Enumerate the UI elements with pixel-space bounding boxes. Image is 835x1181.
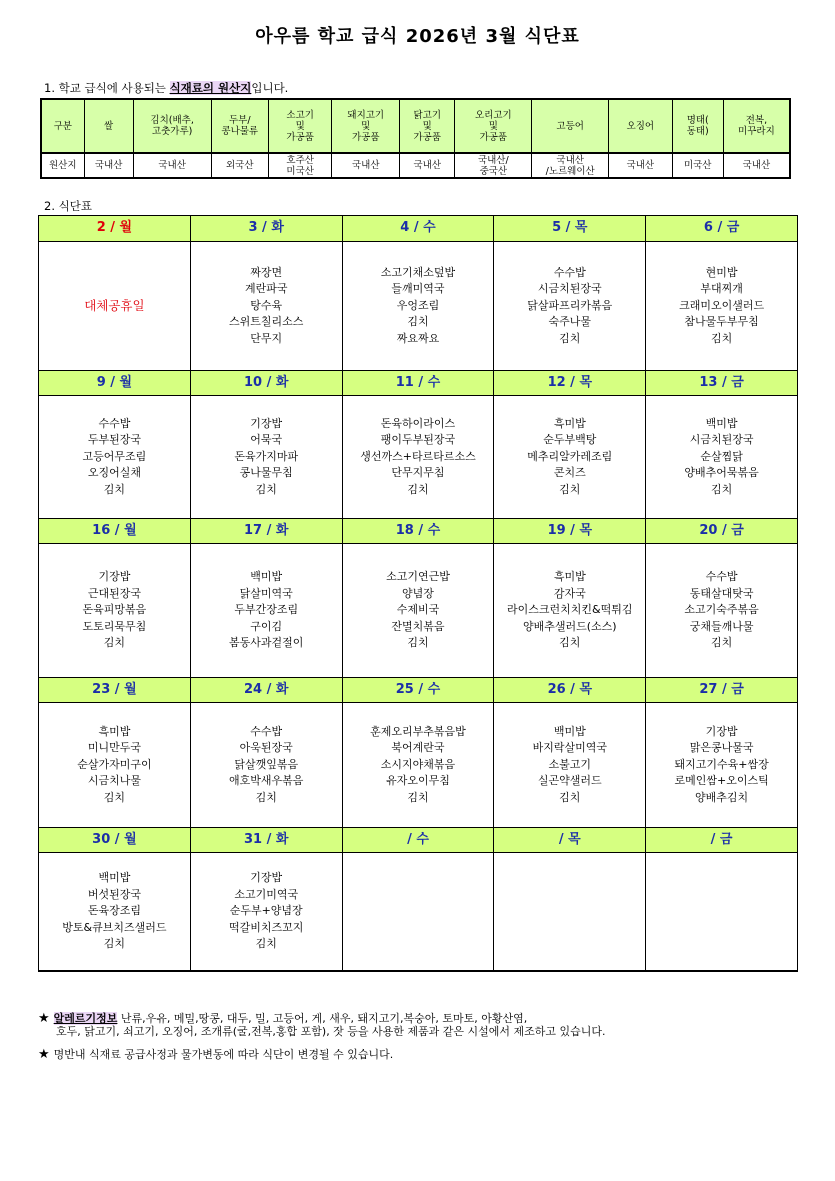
- menu-item: 백미밥: [98, 871, 131, 885]
- menu-item: 근대된장국: [87, 586, 141, 600]
- menu-item: 김치: [710, 331, 733, 345]
- day-menu-cell: [191, 703, 343, 827]
- origin-value-cell: 국내산/ 중국산: [455, 153, 532, 178]
- page-title: 아우름 학교 급식 2026년 3월 식단표: [255, 26, 580, 47]
- day-menu-cell: [494, 242, 646, 370]
- menu-item: 김치: [103, 937, 126, 951]
- menu-item: 시금치된장국: [689, 433, 754, 447]
- menu-item: 스위트칠리소스: [229, 315, 304, 329]
- menu-item: 김치: [559, 331, 581, 345]
- day-menu-cell: [191, 242, 343, 370]
- change-note: [38, 1048, 393, 1061]
- menu-item: 닭살미역국: [239, 586, 293, 600]
- menu-item: 김치: [559, 636, 581, 650]
- menu-item: 김치: [103, 482, 126, 496]
- menu-item: 기장밥: [98, 570, 131, 584]
- menu-item: 우엉조림: [396, 298, 440, 312]
- menu-item: 구이김: [250, 619, 283, 633]
- menu-item: 북어계란국: [391, 741, 445, 755]
- day-header: 13 / 금: [699, 375, 744, 390]
- menu-item: 수수밥: [98, 416, 131, 430]
- menu-item: 순두부+양념장: [229, 904, 303, 918]
- week-header-row: [39, 216, 797, 242]
- menu-item: 짜장면: [250, 265, 283, 279]
- menu-item: 콩나물무침: [239, 466, 293, 480]
- day-header: 6 / 금: [703, 220, 740, 235]
- origin-section-prefix: 1. 학교 급식에 사용되는: [44, 81, 170, 95]
- menu-item: 짜요짜요: [396, 331, 440, 345]
- day-header: 27 / 금: [699, 682, 744, 697]
- day-header: / 수: [343, 828, 495, 852]
- day-menu-cell: [39, 853, 191, 970]
- menu-item: 어묵국: [250, 433, 283, 447]
- origin-header-cell: 쌀: [84, 99, 133, 153]
- menu-item: 두부간장조림: [234, 603, 299, 617]
- menu-item: 김치: [559, 790, 581, 804]
- menu-item: 김치: [103, 790, 126, 804]
- menu-item: 백미밥: [250, 570, 283, 584]
- menu-item: 오징어실채: [87, 466, 141, 480]
- origin-value-cell: 국내산: [609, 153, 673, 178]
- menu-item: 돈육피망볶음: [82, 603, 147, 617]
- day-header: / 금: [710, 832, 733, 847]
- allergy-label: 알레르기정보: [53, 1012, 118, 1025]
- day-menu-cell: [494, 853, 646, 970]
- menu-item: 들깨미역국: [391, 282, 445, 296]
- day-menu-cell: [494, 703, 646, 827]
- week-header-row: [39, 677, 797, 703]
- week-menu-row: [39, 242, 797, 370]
- menu-item: 로메인쌈+오이스틱: [674, 774, 769, 788]
- menu-item: 김치: [559, 482, 581, 496]
- day-header: 24 / 화: [191, 678, 343, 702]
- day-menu-cell: [646, 703, 797, 827]
- menu-item: 고등어무조림: [82, 449, 147, 463]
- day-header: 11 / 수: [343, 371, 495, 395]
- menu-item: 봄동사과겉절이: [229, 636, 304, 650]
- menu-item: 시금치된장국: [537, 282, 602, 296]
- day-menu-cell: [343, 544, 495, 677]
- origin-header-cell: 두부/ 콩나물류: [211, 99, 268, 153]
- week-header-row: [39, 518, 797, 544]
- menu-item: 애호박새우볶음: [229, 774, 304, 788]
- menu-item: 수수밥: [250, 724, 283, 738]
- menu-item: 김치: [255, 790, 277, 804]
- menu-item: 계란파국: [244, 282, 288, 296]
- menu-item: 흑미밥: [98, 724, 131, 738]
- origin-header-cell: 오리고기 및 가공품: [455, 99, 532, 153]
- menu-item: 순살찜닭: [700, 449, 743, 463]
- menu-item: 라이스크런치치킨&떡튀김: [507, 603, 633, 617]
- menu-item: 시금치나물: [87, 774, 141, 788]
- menu-item: 바지락살미역국: [532, 741, 607, 755]
- week-header-row: [39, 827, 797, 853]
- day-header: 12 / 목: [494, 371, 646, 395]
- day-menu-cell: [39, 396, 191, 518]
- day-header: 20 / 금: [699, 523, 744, 538]
- menu-item: 돼지고기수육+쌈장: [674, 757, 769, 771]
- origin-value-cell: 국내산: [723, 153, 790, 178]
- menu-item: 콘치즈: [553, 466, 586, 480]
- day-menu-cell: [343, 853, 495, 970]
- menu-item: 아욱된장국: [239, 741, 293, 755]
- menu-item: 잔멸치볶음: [391, 619, 445, 633]
- menu-item: 수제비국: [396, 603, 440, 617]
- menu-item: 기장밥: [250, 871, 283, 885]
- holiday-label: 대체공휴일: [84, 297, 145, 313]
- menu-item: 기장밥: [250, 416, 283, 430]
- menu-calendar: [38, 215, 798, 972]
- menu-item: 팽이두부된장국: [380, 433, 456, 447]
- allergy-list: 난류,우유, 메밀,땅콩, 대두, 밀, 고등어, 게, 새우, 돼지고기,복숭아, 토마토, 아황산염,: [117, 1012, 528, 1025]
- menu-item: 도토리묵무침: [82, 619, 147, 633]
- menu-item: 양배추김치: [695, 790, 749, 804]
- origin-value-cell: 외국산: [211, 153, 268, 178]
- menu-item: 현미밥: [705, 265, 738, 279]
- change-notice-text: 명반내 식재료 공급사정과 물가변동에 따라 식단이 변경될 수 있습니다.: [53, 1048, 394, 1061]
- menu-item: 김치: [407, 636, 429, 650]
- week-menu-row: [39, 703, 797, 827]
- day-header: 4 / 수: [343, 216, 495, 241]
- day-menu-cell: [191, 396, 343, 518]
- day-menu-cell: [191, 544, 343, 677]
- origin-header-cell: 닭고기 및 가공품: [400, 99, 455, 153]
- menu-item: 소고기채소덮밥: [380, 265, 456, 279]
- day-menu-cell: [494, 396, 646, 518]
- origin-header-cell: 오징어: [609, 99, 673, 153]
- menu-item: 훈제오리부추볶음밥: [370, 724, 466, 738]
- menu-item: 방토&큐브치즈샐러드: [62, 920, 167, 934]
- menu-item: 김치: [407, 315, 429, 329]
- day-menu-cell: [343, 396, 495, 518]
- menu-item: 백미밥: [705, 416, 738, 430]
- menu-item: 닭살파프리카볶음: [527, 298, 613, 312]
- menu-item: 흑미밥: [553, 570, 586, 584]
- menu-item: 숙주나물: [548, 315, 592, 329]
- origin-value-cell: 원산지: [41, 153, 84, 178]
- day-header: 2 / 월: [39, 216, 191, 241]
- day-menu-cell: [191, 853, 343, 970]
- menu-item: 흑미밥: [553, 416, 586, 430]
- menu-item: 소고기숙주볶음: [684, 603, 759, 617]
- day-header: 31 / 화: [191, 828, 343, 852]
- day-menu-cell: [39, 544, 191, 677]
- day-menu-cell: [343, 242, 495, 370]
- allergy-note: [38, 1012, 606, 1038]
- menu-item: 기장밥: [705, 724, 738, 738]
- menu-item: 미니만두국: [87, 741, 141, 755]
- day-header: 23 / 월: [39, 678, 191, 702]
- menu-item: 부대찌개: [700, 282, 743, 296]
- menu-item: 양배추샐러드(소스): [522, 619, 617, 633]
- origin-value-cell: 국내산 /노르웨이산: [532, 153, 609, 178]
- star-icon: ★: [38, 1011, 50, 1026]
- day-header: 9 / 월: [39, 371, 191, 395]
- menu-item: 소시지야채볶음: [380, 757, 456, 771]
- menu-item: 떡갈비치즈꼬지: [229, 920, 304, 934]
- week-header-row: [39, 370, 797, 396]
- origin-section-suffix: 입니다.: [251, 81, 289, 95]
- menu-item: 소고기연근밥: [386, 570, 450, 584]
- day-menu-cell: [646, 242, 797, 370]
- menu-item: 탕수육: [250, 298, 283, 312]
- menu-item: 단무지무침: [391, 466, 445, 480]
- origin-value-cell: 미국산: [672, 153, 723, 178]
- menu-item: 소불고기: [548, 757, 592, 771]
- menu-item: 김치: [255, 482, 277, 496]
- origin-header-cell: 김치(배추, 고춧가루): [133, 99, 211, 153]
- origin-value-cell: 국내산: [133, 153, 211, 178]
- origin-header-cell: 돼지고기 및 가공품: [332, 99, 400, 153]
- menu-section-label: 2. 식단표: [44, 199, 92, 213]
- day-header: 3 / 화: [191, 216, 343, 241]
- origin-value-row: [41, 153, 790, 178]
- origin-value-cell: 국내산: [332, 153, 400, 178]
- day-header: 18 / 수: [343, 519, 495, 543]
- origin-value-cell: 호주산 미국산: [268, 153, 332, 178]
- allergy-list-continued: 호두, 닭고기, 쇠고기, 오징어, 조개류(굴,전복,홍합 포함), 잣 등을 사용한 제품과 같은 시설에서 제조하고 있습니다.: [56, 1025, 606, 1038]
- star-icon: ★: [38, 1047, 50, 1062]
- week-menu-row: [39, 396, 797, 518]
- origin-header-cell: 구분: [41, 99, 84, 153]
- menu-item: 단무지: [250, 331, 283, 345]
- menu-item: 김치: [710, 482, 733, 496]
- origin-header-cell: 고등어: [532, 99, 609, 153]
- menu-item: 두부된장국: [87, 433, 141, 447]
- menu-item: 김치: [710, 636, 733, 650]
- menu-item: 김치: [407, 790, 429, 804]
- menu-item: 궁채들깨나물: [689, 619, 754, 633]
- menu-item: 김치: [255, 937, 277, 951]
- menu-item: 돈육장조림: [87, 904, 141, 918]
- menu-item: 돈육가지마파: [234, 449, 299, 463]
- day-header: 5 / 목: [494, 216, 646, 241]
- menu-item: 소고기미역국: [234, 887, 299, 901]
- menu-item: 감자국: [553, 586, 586, 600]
- day-header: 25 / 수: [343, 678, 495, 702]
- menu-item: 유자오이무침: [386, 774, 450, 788]
- day-header: 17 / 화: [191, 519, 343, 543]
- week-menu-row: [39, 853, 797, 970]
- origin-section-label: [44, 80, 288, 96]
- menu-item: 양념장: [402, 586, 434, 600]
- menu-item: 수수밥: [553, 265, 586, 279]
- menu-item: 실곤약샐러드: [537, 774, 602, 788]
- menu-item: 순두부백탕: [543, 433, 597, 447]
- day-menu-cell: [39, 703, 191, 827]
- menu-item: 동태살대탓국: [689, 586, 754, 600]
- menu-item: 크래미오이샐러드: [679, 298, 765, 312]
- day-header: / 목: [494, 828, 646, 852]
- menu-item: 생선까스+타르타르소스: [360, 449, 476, 463]
- menu-item: 참나물두부무침: [684, 315, 759, 329]
- menu-item: 백미밥: [553, 724, 586, 738]
- day-header: 30 / 월: [39, 828, 191, 852]
- menu-item: 버섯된장국: [87, 887, 141, 901]
- menu-item: 메추리알카레조림: [527, 449, 613, 463]
- origin-header-cell: 명태( 동태): [672, 99, 723, 153]
- day-menu-cell: [494, 544, 646, 677]
- menu-item: 돈육하이라이스: [380, 416, 456, 430]
- origin-header-cell: 소고기 및 가공품: [268, 99, 332, 153]
- origin-header-cell: 전복, 미꾸라지: [723, 99, 790, 153]
- menu-item: 닭살깻잎볶음: [234, 757, 299, 771]
- origin-value-cell: 국내산: [84, 153, 133, 178]
- origin-header-row: [41, 99, 790, 153]
- day-menu-cell: [39, 242, 191, 370]
- menu-item: 수수밥: [705, 570, 738, 584]
- day-menu-cell: [646, 396, 797, 518]
- origin-section-highlight: 식재료의 원산지: [169, 81, 252, 95]
- menu-item: 순살가자미구이: [77, 757, 152, 771]
- day-header: 19 / 목: [494, 519, 646, 543]
- day-header: 10 / 화: [191, 371, 343, 395]
- menu-item: 맑은콩나물국: [689, 741, 754, 755]
- origin-table: [40, 98, 791, 179]
- menu-item: 김치: [103, 636, 126, 650]
- day-menu-cell: [646, 853, 797, 970]
- day-menu-cell: [646, 544, 797, 677]
- origin-value-cell: 국내산: [400, 153, 455, 178]
- day-menu-cell: [343, 703, 495, 827]
- menu-item: 김치: [407, 482, 429, 496]
- day-header: 16 / 월: [39, 519, 191, 543]
- day-header: 26 / 목: [494, 678, 646, 702]
- week-menu-row: [39, 544, 797, 677]
- menu-item: 양배추어묵볶음: [684, 466, 759, 480]
